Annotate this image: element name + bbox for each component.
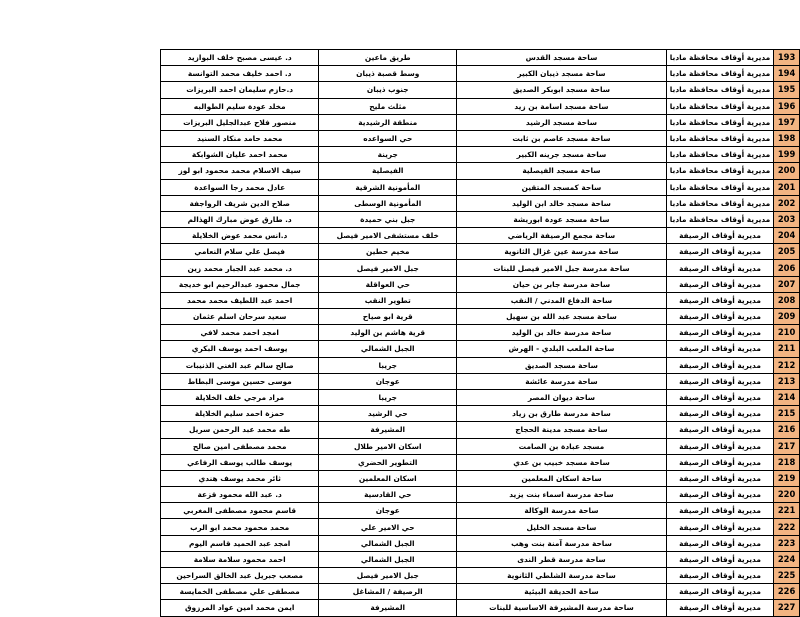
cell-number: 196	[774, 98, 800, 114]
cell-person: د.انس محمد عوض الخلايلة	[161, 228, 319, 244]
table-row	[161, 276, 800, 292]
cell-venue: ساحة مسجد جرينه الكبير	[457, 147, 667, 163]
table-row	[161, 211, 800, 227]
cell-person: محمد حامد منكاد السنيد	[161, 130, 319, 146]
cell-venue: ساحة الملعب البلدي - الهرش	[457, 341, 667, 357]
cell-area: الفيصلية	[319, 163, 457, 179]
table-row	[161, 487, 800, 503]
cell-area: المأمونية الوسطى	[319, 195, 457, 211]
cell-person: د.حازم سليمان احمد البريزات	[161, 82, 319, 98]
cell-person: صالح سالم عبد الغني الذنيبات	[161, 357, 319, 373]
cell-area: المشيرفة	[319, 422, 457, 438]
table-row	[161, 454, 800, 470]
table-row	[161, 163, 800, 179]
table-row	[161, 503, 800, 519]
cell-number: 213	[774, 373, 800, 389]
cell-directorate: مديرية أوقاف الرصيفة	[666, 309, 773, 325]
cell-area: المشيرفة	[319, 600, 457, 616]
data-table	[160, 49, 800, 617]
table-row	[161, 228, 800, 244]
cell-directorate: مديرية أوقاف الرصيفة	[666, 422, 773, 438]
cell-venue: ساحة مسجد عودة ابوريشة	[457, 211, 667, 227]
table-row	[161, 341, 800, 357]
cell-number: 212	[774, 357, 800, 373]
cell-area: جرينة	[319, 147, 457, 163]
cell-directorate: مديرية أوقاف الرصيفة	[666, 260, 773, 276]
cell-venue: ساحة مسجد ذيبان الكبير	[457, 66, 667, 82]
cell-person: امجد احمد محمد لافي	[161, 325, 319, 341]
cell-venue: ساحة مدرسة جبل الامير فيصل للبنات	[457, 260, 667, 276]
cell-number: 209	[774, 309, 800, 325]
cell-venue: ساحة مدرسة خالد بن الوليد	[457, 325, 667, 341]
cell-number: 216	[774, 422, 800, 438]
cell-person: سيف الاسلام محمد محمود ابو لوز	[161, 163, 319, 179]
cell-area: قرية ابو صياح	[319, 309, 457, 325]
cell-area: الجبل الشمالي	[319, 551, 457, 567]
cell-number: 197	[774, 114, 800, 130]
cell-area: حي الامير علي	[319, 519, 457, 535]
cell-person: ثائر محمد يوسف هندي	[161, 470, 319, 486]
cell-area: جريبا	[319, 357, 457, 373]
cell-person: مخلد عودة سليم الطوالبه	[161, 98, 319, 114]
cell-venue: ساحة كمسجد المتقين	[457, 179, 667, 195]
cell-directorate: مديرية أوقاف محافظة مادبا	[666, 82, 773, 98]
cell-venue: ساحة مدرسة اسماء بنت يزيد	[457, 487, 667, 503]
cell-directorate: مديرية أوقاف محافظة مادبا	[666, 195, 773, 211]
cell-area: مثلث مليح	[319, 98, 457, 114]
cell-area: منطقة الرشيدية	[319, 114, 457, 130]
cell-number: 207	[774, 276, 800, 292]
cell-directorate: مديرية أوقاف محافظة مادبا	[666, 98, 773, 114]
cell-directorate: مديرية أوقاف الرصيفة	[666, 325, 773, 341]
cell-directorate: مديرية أوقاف محافظة مادبا	[666, 179, 773, 195]
cell-directorate: مديرية أوقاف الرصيفة	[666, 341, 773, 357]
table-row	[161, 600, 800, 616]
cell-venue: ساحة مسجد ابوبكر الصديق	[457, 82, 667, 98]
table-row	[161, 130, 800, 146]
cell-area: حي القادسية	[319, 487, 457, 503]
cell-directorate: مديرية أوقاف محافظة مادبا	[666, 66, 773, 82]
cell-person: د. طارق عوض مبارك الهذالم	[161, 211, 319, 227]
cell-directorate: مديرية أوقاف الرصيفة	[666, 438, 773, 454]
cell-directorate: مديرية أوقاف محافظة مادبا	[666, 114, 773, 130]
table-row	[161, 406, 800, 422]
cell-number: 219	[774, 470, 800, 486]
cell-venue: ساحة مسجد خبيب بن عدي	[457, 454, 667, 470]
table-row	[161, 325, 800, 341]
table-row	[161, 50, 800, 66]
cell-number: 214	[774, 389, 800, 405]
cell-venue: ساحة مدرسة جابر بن حيان	[457, 276, 667, 292]
cell-area: حي العواقلة	[319, 276, 457, 292]
cell-person: قاسم محمود مصطفى المغربي	[161, 503, 319, 519]
cell-directorate: مديرية أوقاف الرصيفة	[666, 389, 773, 405]
cell-venue: ساحة مدرسة الشلطي الثانوية	[457, 568, 667, 584]
cell-person: حمزة احمد سليم الخلايلة	[161, 406, 319, 422]
cell-person: طه محمد عبد الرحمن سريل	[161, 422, 319, 438]
cell-person: يوسف احمد يوسف البكري	[161, 341, 319, 357]
cell-area: الرصيفة / المشاغل	[319, 584, 457, 600]
cell-number: 200	[774, 163, 800, 179]
table-row	[161, 147, 800, 163]
cell-number: 226	[774, 584, 800, 600]
cell-number: 227	[774, 600, 800, 616]
cell-directorate: مديرية أوقاف الرصيفة	[666, 535, 773, 551]
cell-person: د. محمد عبد الجبار محمد زين	[161, 260, 319, 276]
cell-area: الجبل الشمالي	[319, 341, 457, 357]
cell-venue: ساحة اسكان المعلمين	[457, 470, 667, 486]
cell-directorate: مديرية أوقاف محافظة مادبا	[666, 50, 773, 66]
cell-venue: مسجد عبادة بن الصامت	[457, 438, 667, 454]
table-row	[161, 292, 800, 308]
cell-venue: ساحة مجمع الرصيفة الرياضي	[457, 228, 667, 244]
cell-directorate: مديرية أوقاف الرصيفة	[666, 228, 773, 244]
cell-area: عوجان	[319, 503, 457, 519]
cell-directorate: مديرية أوقاف الرصيفة	[666, 470, 773, 486]
table-row	[161, 244, 800, 260]
cell-venue: ساحة مسجد الرشيد	[457, 114, 667, 130]
cell-person: فيصل علي سلام النعامي	[161, 244, 319, 260]
table-row	[161, 98, 800, 114]
cell-venue: ساحة الدفاع المدني / النقب	[457, 292, 667, 308]
cell-venue: ساحة مسجد القدس	[457, 50, 667, 66]
table-row	[161, 260, 800, 276]
cell-number: 224	[774, 551, 800, 567]
cell-area: جبل بني حميدة	[319, 211, 457, 227]
cell-directorate: مديرية أوقاف الرصيفة	[666, 568, 773, 584]
cell-number: 218	[774, 454, 800, 470]
table-row	[161, 114, 800, 130]
table-row	[161, 66, 800, 82]
cell-person: مصطفى علي مصطفى الخمايسة	[161, 584, 319, 600]
table-row	[161, 519, 800, 535]
table-row	[161, 373, 800, 389]
cell-person: د. احمد خليف محمد التوانسة	[161, 66, 319, 82]
table-row	[161, 179, 800, 195]
cell-person: منصور فلاح عبدالجليل البريزات	[161, 114, 319, 130]
cell-venue: ساحة مدرسة آمنة بنت وهب	[457, 535, 667, 551]
cell-number: 203	[774, 211, 800, 227]
cell-area: الجبل الشمالي	[319, 535, 457, 551]
table-row	[161, 584, 800, 600]
cell-venue: ساحة مسجد الصديق	[457, 357, 667, 373]
cell-number: 199	[774, 147, 800, 163]
cell-venue: ساحة مدرسة الوكالة	[457, 503, 667, 519]
table-row	[161, 438, 800, 454]
cell-directorate: مديرية أوقاف الرصيفة	[666, 373, 773, 389]
cell-directorate: مديرية أوقاف محافظة مادبا	[666, 163, 773, 179]
cell-area: جبل الامير فيصل	[319, 260, 457, 276]
cell-number: 193	[774, 50, 800, 66]
cell-person: سعيد سرحان اسلم عثمان	[161, 309, 319, 325]
cell-area: اسكان الامير طلال	[319, 438, 457, 454]
cell-person: احمد عبد اللطيف محمد محمد	[161, 292, 319, 308]
cell-venue: ساحة مدرسة طارق بن زياد	[457, 406, 667, 422]
cell-area: جريبا	[319, 389, 457, 405]
cell-person: موسى حسين موسى البطاط	[161, 373, 319, 389]
cell-directorate: مديرية أوقاف محافظة مادبا	[666, 147, 773, 163]
cell-area: التطوير الحضري	[319, 454, 457, 470]
cell-person: عادل محمد رجا السواعدة	[161, 179, 319, 195]
cell-area: حي الرشيد	[319, 406, 457, 422]
cell-venue: ساحة مسجد اسامة بن زيد	[457, 98, 667, 114]
cell-number: 208	[774, 292, 800, 308]
cell-area: طريق ماعين	[319, 50, 457, 66]
cell-directorate: مديرية أوقاف الرصيفة	[666, 244, 773, 260]
table-row	[161, 535, 800, 551]
cell-number: 215	[774, 406, 800, 422]
cell-area: تطوير النقب	[319, 292, 457, 308]
cell-person: يوسف طالب يوسف الرفاعي	[161, 454, 319, 470]
table-row	[161, 357, 800, 373]
cell-number: 222	[774, 519, 800, 535]
cell-venue: ساحة مسجد عاصم بن ثابت	[457, 130, 667, 146]
cell-number: 211	[774, 341, 800, 357]
cell-number: 205	[774, 244, 800, 260]
cell-directorate: مديرية أوقاف الرصيفة	[666, 454, 773, 470]
cell-person: د. عيسى مصبح خلف البوازيد	[161, 50, 319, 66]
cell-directorate: مديرية أوقاف محافظة مادبا	[666, 211, 773, 227]
cell-number: 225	[774, 568, 800, 584]
table-row	[161, 389, 800, 405]
cell-directorate: مديرية أوقاف الرصيفة	[666, 357, 773, 373]
cell-area: جبل الامير فيصل	[319, 568, 457, 584]
cell-number: 210	[774, 325, 800, 341]
cell-person: صلاح الدين شريف الرواجفة	[161, 195, 319, 211]
cell-person: ايمن محمد امين عواد المرزوق	[161, 600, 319, 616]
cell-area: المأمونية الشرقية	[319, 179, 457, 195]
cell-venue: ساحة مدرسة عين غزال الثانوية	[457, 244, 667, 260]
cell-venue: ساحة مدرسة عائشة	[457, 373, 667, 389]
cell-directorate: مديرية أوقاف الرصيفة	[666, 519, 773, 535]
cell-venue: ساحة الحديقة البيئية	[457, 584, 667, 600]
table-row	[161, 551, 800, 567]
cell-directorate: مديرية أوقاف الرصيفة	[666, 292, 773, 308]
cell-area: وسط قصبة ذيبان	[319, 66, 457, 82]
cell-number: 194	[774, 66, 800, 82]
table-row	[161, 422, 800, 438]
cell-number: 223	[774, 535, 800, 551]
table-row	[161, 309, 800, 325]
table-row	[161, 470, 800, 486]
cell-area: عوجان	[319, 373, 457, 389]
cell-area: خلف مستشفى الامير فيصل	[319, 228, 457, 244]
cell-person: امجد عبد الحميد قاسم اليوم	[161, 535, 319, 551]
cell-person: احمد محمود سلامة سلامة	[161, 551, 319, 567]
cell-person: محمد محمود محمد ابو الرب	[161, 519, 319, 535]
table-row	[161, 195, 800, 211]
cell-number: 201	[774, 179, 800, 195]
cell-directorate: مديرية أوقاف الرصيفة	[666, 600, 773, 616]
cell-number: 221	[774, 503, 800, 519]
cell-area: جنوب ذيبان	[319, 82, 457, 98]
cell-directorate: مديرية أوقاف الرصيفة	[666, 584, 773, 600]
cell-person: مصعب جبريل عبد الخالق السراحين	[161, 568, 319, 584]
table-body	[161, 50, 800, 617]
cell-person: محمد احمد عليان الشوابكة	[161, 147, 319, 163]
cell-number: 198	[774, 130, 800, 146]
cell-number: 202	[774, 195, 800, 211]
table-row	[161, 82, 800, 98]
cell-person: مراد مرجي خلف الخلايلة	[161, 389, 319, 405]
cell-venue: ساحة ديوان المصر	[457, 389, 667, 405]
cell-person: محمد مصطفى امين صالح	[161, 438, 319, 454]
cell-directorate: مديرية أوقاف الرصيفة	[666, 406, 773, 422]
cell-venue: ساحة مسجد الفيصلية	[457, 163, 667, 179]
cell-number: 195	[774, 82, 800, 98]
cell-venue: ساحة مسجد مدينة الحجاج	[457, 422, 667, 438]
cell-venue: ساحة مسجد الخليل	[457, 519, 667, 535]
cell-venue: ساحة مسجد خالد ابن الوليد	[457, 195, 667, 211]
cell-number: 220	[774, 487, 800, 503]
cell-directorate: مديرية أوقاف محافظة مادبا	[666, 130, 773, 146]
cell-directorate: مديرية أوقاف الرصيفة	[666, 487, 773, 503]
cell-area: قرية هاشم بن الوليد	[319, 325, 457, 341]
cell-directorate: مديرية أوقاف الرصيفة	[666, 276, 773, 292]
cell-venue: ساحة مسجد عبد الله بن سهيل	[457, 309, 667, 325]
cell-person: جمال محمود عبدالرحيم ابو خديجة	[161, 276, 319, 292]
cell-person: د. عبد الله محمود قزعة	[161, 487, 319, 503]
cell-venue: ساحة مدرسة المشيرفة الاساسية للبنات	[457, 600, 667, 616]
cell-number: 204	[774, 228, 800, 244]
cell-number: 217	[774, 438, 800, 454]
cell-directorate: مديرية أوقاف الرصيفة	[666, 503, 773, 519]
cell-venue: ساحة مدرسة قطر الندى	[457, 551, 667, 567]
table-row	[161, 568, 800, 584]
cell-area: مخيم حطين	[319, 244, 457, 260]
cell-area: حي السواعده	[319, 130, 457, 146]
cell-directorate: مديرية أوقاف الرصيفة	[666, 551, 773, 567]
cell-area: اسكان المعلمين	[319, 470, 457, 486]
cell-number: 206	[774, 260, 800, 276]
